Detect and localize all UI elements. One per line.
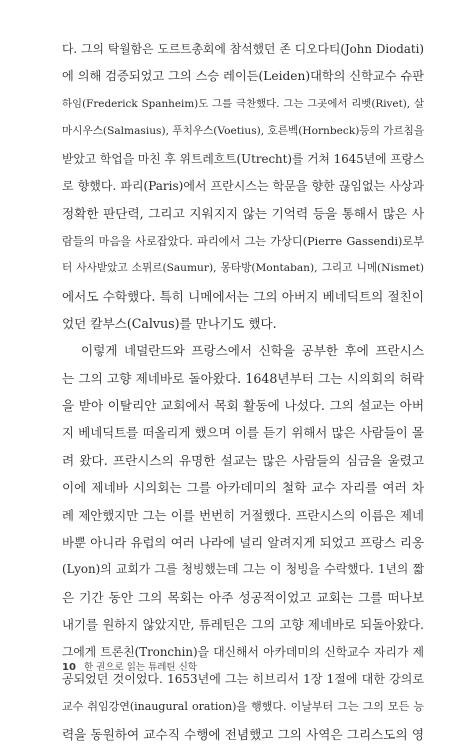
paragraph-2: [62, 337, 424, 748]
text-line: 람들의 마음을 사로잡았다. 파리에서 그는 가상디(Pierre Gassendi)로부: [62, 234, 424, 248]
text-line: 그에게 트론친(Tronchin)을 대신해서 아카데미의 신학교수 자리가 제: [62, 644, 424, 659]
text-line: 려 왔다. 프란시스의 유명한 설교는 많은 사람들의 심금을 울렸고: [62, 452, 424, 468]
body-text: [62, 36, 424, 748]
text-line: 지 베네딕트를 떠올리게 했으며 이를 듣기 위해서 많은 사람들이 몰: [62, 425, 424, 441]
text-line: 었던 칼부스(Calvus)를 만나기도 했다.: [62, 315, 277, 331]
running-title: 한 권으로 읽는 튜레틴 신학: [83, 662, 197, 673]
text-line: 터 사사받았고 소뮈르(Saumur), 몽타방(Montaban), 그리고 니메(Nismet): [62, 262, 424, 275]
text-line: 받았고 학업을 마친 후 위트레흐트(Utrecht)를 거쳐 1645년에 프랑스: [62, 151, 424, 166]
text-line: 례 제안했지만 그는 이를 번번히 거절했다. 프란시스의 이름은 제네: [62, 507, 424, 523]
text-line: 은 기간 동안 그의 목회는 아주 성공적이었고 교회는 그를 떠나보: [62, 589, 424, 605]
text-line: 바뿐 아니라 유럽의 여러 나라에 널리 알려지게 되었고 프랑스 리옹: [62, 535, 424, 551]
text-line: 을 받아 이탈리안 교회에서 목회 활동에 나섰다. 그의 설교는 아버: [62, 398, 424, 414]
text-line: 공되었던 것이었다. 1653년에 그는 히브리서 1장 1절에 대한 강의로: [62, 671, 424, 686]
text-line: 에 의해 검증되었고 그의 스승 레이든(Leiden)대학의 신학교수 슈판: [62, 69, 424, 84]
text-line: 에서도 수학했다. 특히 니메에서는 그의 아버지 베네딕트의 절친이: [62, 288, 424, 304]
text-line: (Lyon)의 교회가 그를 청빙했는데 그는 이 청빙을 수락했다. 1년의 짧: [62, 562, 424, 577]
page-number: 10: [62, 662, 76, 673]
text-line: 이에 제네바 시의회는 그를 아카데미의 철학 교수 자리를 여러 차: [62, 480, 424, 496]
text-line: 다. 그의 탁월함은 도르트총회에 참석했던 존 디오다티(John Diodati): [62, 42, 424, 56]
text-line: 내기를 원하지 않았지만, 튜레틴은 그의 고향 제네바로 되돌아왔다.: [62, 617, 424, 633]
page-footer: [62, 659, 197, 673]
text-line: 이렇게 네덜란드와 프랑스에서 신학을 공부한 후에 프란시스: [81, 343, 424, 359]
paragraph-1: [62, 36, 424, 337]
text-line: 하임(Frederick Spanheim)도 그를 극찬했다. 그는 그곳에서 리벳(Rivet), 살: [62, 97, 424, 110]
text-line: 정확한 판단력, 그리고 지워지지 않는 기억력 등을 통해서 많은 사: [62, 206, 424, 222]
text-line: 는 그의 고향 제네바로 돌아왔다. 1648년부터 그는 시의회의 허락: [62, 370, 424, 386]
text-line: 로 향했다. 파리(Paris)에서 프란시스는 학문을 향한 끊임없는 사상과: [62, 178, 424, 193]
text-line: 력을 동원하여 교수직 수행에 전념했고 그의 사역은 그리스도의 영: [62, 726, 424, 742]
text-line: 마시우스(Salmasius), 푸치우스(Voetius), 호른벡(Hornbeck)등의 가르침을: [62, 125, 424, 138]
text-line: 교수 취임강연(inaugural oration)을 행했다. 이날부터 그는 그의 모든 능: [62, 700, 424, 714]
